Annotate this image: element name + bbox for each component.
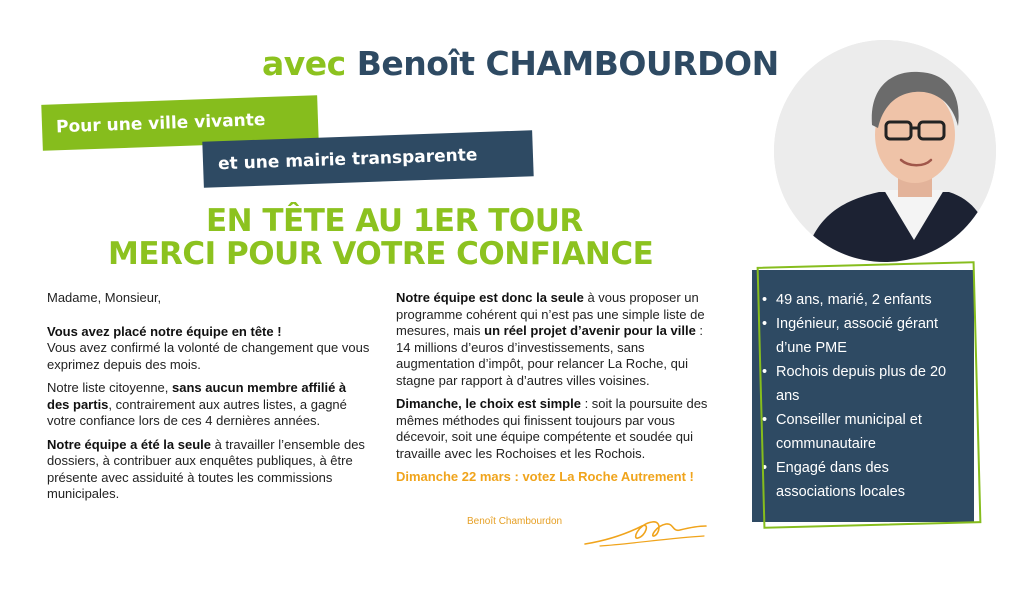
bullet-icon: • — [762, 412, 768, 428]
bio-item-text: Ingénieur, associé gérant d’une PME — [776, 316, 939, 356]
bullet-icon: • — [762, 316, 768, 332]
paragraph-3-bold: Notre équipe a été la seule — [47, 436, 212, 452]
paragraph-1 — [47, 324, 372, 374]
paragraph-4-bold: Notre équipe est donc la seule — [396, 290, 584, 305]
signature-scribble-icon — [580, 514, 710, 550]
paragraph-4-bold-2: un réel projet d’avenir pour la ville — [484, 323, 696, 338]
paragraph-1-text: Vous avez confirmé la volonté de changement que vous exprimez depuis des mois. — [47, 340, 370, 372]
title-avec: avec — [262, 44, 346, 83]
paragraph-2-bold: sans aucun membre affilié à des partis — [47, 380, 347, 412]
paragraph-3-text: à travailler l’ensemble des dossiers, à contribuer aux enquêtes publiques, à être présente avec assiduité à toutes les commissions municipales. — [47, 436, 365, 501]
bullet-icon: • — [762, 460, 768, 476]
candidate-portrait — [774, 40, 996, 262]
paragraph-2 — [47, 380, 372, 430]
paragraph-5 — [396, 396, 716, 462]
paragraph-4-start: à vous proposer un programme cohérent qui n’est pas une simple liste de mesures, mais — [396, 290, 705, 338]
call-to-action: Dimanche 22 mars : votez La Roche Autrement ! — [396, 469, 694, 484]
bio-item-text: Engagé dans des associations locales — [776, 460, 905, 500]
letter-column-right — [396, 290, 716, 493]
bullet-icon: • — [762, 364, 768, 380]
slogan-line-2: et une mairie transparente — [217, 145, 478, 175]
paragraph-4 — [396, 290, 716, 389]
paragraph-2-end: , contrairement aux autres listes, a gagné votre confiance lors de ces 4 dernières années. — [47, 396, 347, 428]
headline-line-2: MERCI POUR VOTRE CONFIANCE — [108, 236, 654, 272]
paragraph-3 — [47, 437, 372, 503]
letter-column-left — [47, 290, 372, 510]
headline-line-1: EN TÊTE AU 1ER TOUR — [206, 203, 583, 239]
bio-item-text: 49 ans, marié, 2 enfants — [776, 292, 932, 308]
bullet-icon: • — [762, 292, 768, 308]
bio-item-text: Conseiller municipal et communautaire — [776, 412, 922, 452]
bio-box-frame — [757, 261, 982, 529]
paragraph-2-start: Notre liste citoyenne, — [47, 380, 173, 395]
greeting: Madame, Monsieur, — [47, 290, 162, 305]
page-title — [262, 44, 779, 83]
paragraph-5-text: : soit la poursuite des mêmes méthodes qui finissent toujours par vous décevoir, soit une équipe compétente et soudée qui travaille avec les Rochoises et les Rochois. — [396, 396, 708, 461]
slogan-line-1: Pour une ville vivante — [55, 110, 266, 138]
paragraph-4-end: : 14 millions d’euros d’investissements, sans augmentation d’impôt, pour relancer La Roche, qui stagne par rapport à d’autres villes voisines. — [396, 323, 704, 388]
portrait-illustration-icon — [774, 40, 996, 262]
paragraph-1-bold: Vous avez placé notre équipe en tête ! — [47, 323, 282, 339]
paragraph-5-bold: Dimanche, le choix est simple — [396, 396, 581, 411]
signature-name: Benoît Chambourdon — [467, 516, 563, 527]
candidate-name: Benoît CHAMBOURDON — [356, 44, 779, 83]
bio-item-text: Rochois depuis plus de 20 ans — [776, 364, 947, 404]
